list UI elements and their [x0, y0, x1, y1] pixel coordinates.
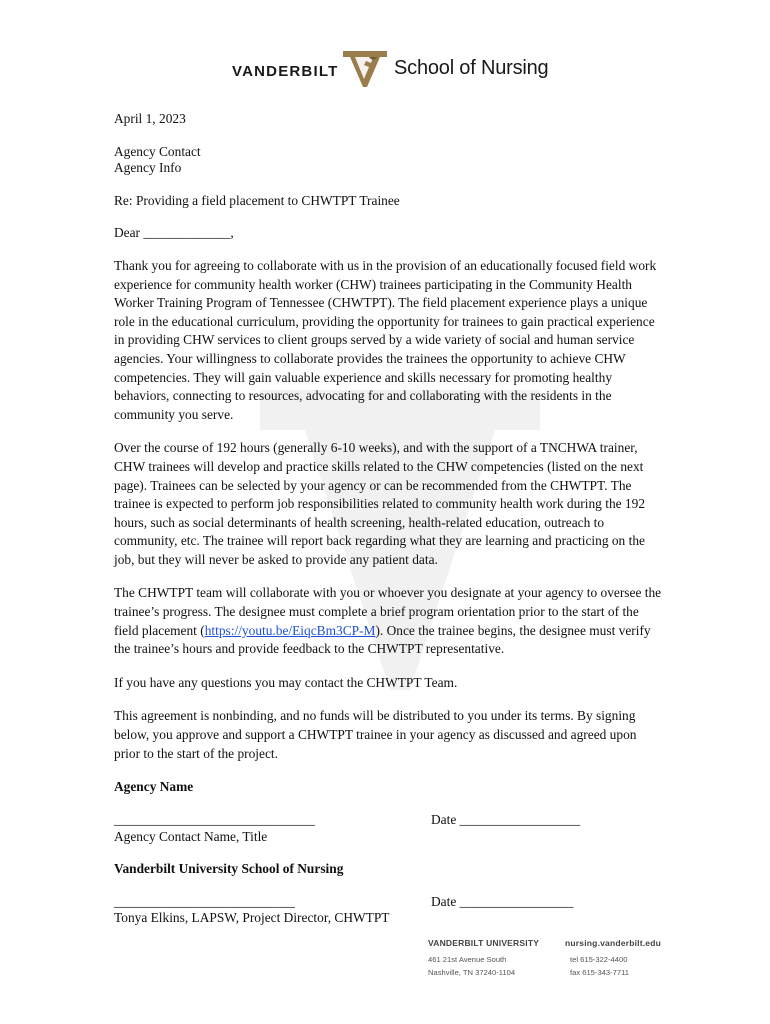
paragraph-5: This agreement is nonbinding, and no funds will be distributed to you under its terms. By signing below, you approve and support a CHWTPT trainee in your agency as discussed and agreed upon prior to the start of the project.	[114, 708, 637, 761]
footer-org: VANDERBILT UNIVERSITY	[428, 938, 540, 948]
paragraph-3-end: ). Once the trainee begins, the designee must verify the trainee’s hours and provide feedback to the CHWTPT representative.	[114, 622, 651, 657]
recipient-line-2: Agency Info	[114, 160, 182, 176]
agency-name-heading: Agency Name	[114, 779, 194, 795]
vu-signature-row	[114, 893, 662, 912]
footer-contact-column	[565, 938, 661, 979]
paragraph-3-start: The CHWTPT team will collaborate with you or whoever you designate at your agency to oversee the trainee’s progress. The designee must complete a brief program orientation prior to the start of the field placement (	[114, 585, 662, 638]
agency-contact-caption: Agency Contact Name, Title	[114, 828, 268, 844]
vu-date-field[interactable]: Date _________________	[431, 894, 574, 909]
vu-signer-caption: Tonya Elkins, LAPSW, Project Director, CHWTPT	[114, 910, 390, 925]
footer-address-column	[428, 938, 539, 979]
letterhead	[0, 46, 770, 90]
salutation: Dear _____________,	[114, 225, 234, 241]
vanderbilt-v-oak-icon	[342, 48, 388, 88]
vu-heading: Vanderbilt University School of Nursing	[114, 861, 344, 877]
vu-signature-line[interactable]: ___________________________	[114, 894, 295, 909]
paragraph-4: If you have any questions you may contact the CHWTPT Team.	[114, 674, 458, 690]
letter-date: April 1, 2023	[114, 111, 186, 126]
footer-fax: fax 615-343-7711	[570, 968, 629, 977]
footer-tel: tel 615-322-4400	[570, 955, 628, 964]
recipient-line-1: Agency Contact	[114, 143, 201, 159]
paragraph-1: Thank you for agreeing to collaborate with us in the provision of an educationally focused field work experience for community health worker (CHW) trainees participating in the Community Health Worker Training Program of Tennessee (CHWTPT). The field placement experience plays a unique role in the educational curriculum, providing the opportunity for trainees to gain practical experience in providing CHW services to client groups served by a wide variety of social and human service agencies. Your willingness to collaborate provides the trainees the opportunity to achieve CHW competencies. They will gain valuable experience and skills necessary for promoting healthy behaviors, connecting to resources, advocating for and collaborating with the residents in the community you serve.	[114, 257, 657, 422]
agency-signature-line[interactable]: ______________________________	[114, 811, 315, 827]
paragraph-3	[114, 584, 662, 658]
orientation-video-link[interactable]: https://youtu.be/EiqcBm3CP-M	[204, 622, 376, 638]
footer-website[interactable]: nursing.vanderbilt.edu	[565, 938, 662, 948]
footer-address-2: Nashville, TN 37240-1104	[428, 968, 516, 977]
vanderbilt-wordmark: VANDERBILT	[232, 63, 339, 80]
agency-signature-row	[114, 811, 662, 830]
footer-address-1: 461 21st Avenue South	[428, 955, 507, 964]
paragraph-2: Over the course of 192 hours (generally 6-10 weeks), and with the support of a TNCHWA trainer, CHW trainees will develop and practice skills related to the CHW competencies (listed on the next page). Trainees can be selected by your agency or can be recommended from the CHWTPT. The trainee is expected to perform job responsibilities related to community health work during the 192 hours, such as social determinants of health screening, health-related education, outreach to community, etc. The trainee will report back regarding what they are learning and practicing on the job, but they will never be asked to provide any patient data.	[114, 440, 646, 567]
subject-line: Re: Providing a field placement to CHWTPT Trainee	[114, 192, 400, 208]
agency-date-field[interactable]: Date __________________	[431, 811, 581, 827]
letter-body	[114, 110, 662, 928]
school-of-nursing-wordmark: School of Nursing	[394, 57, 549, 79]
